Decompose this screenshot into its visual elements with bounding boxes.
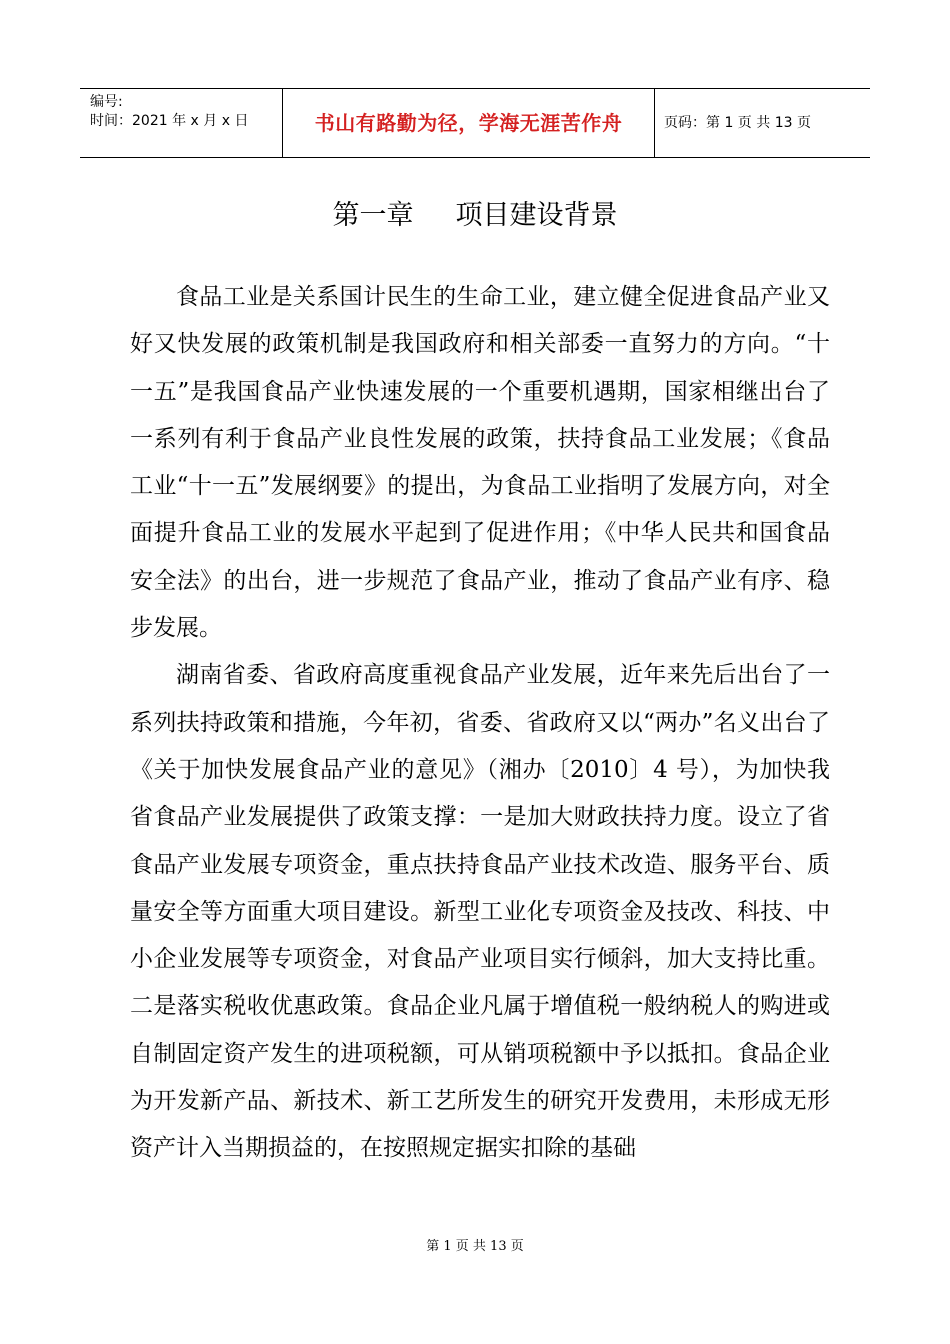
header-motto: 书山有路勤为径，学海无涯苦作舟 — [314, 111, 623, 135]
document-body — [130, 274, 830, 1173]
chapter-number: 第一章 — [332, 200, 414, 231]
header-meta — [90, 93, 280, 131]
page-footer: 第 1 页 共 13 页 — [426, 1239, 524, 1254]
body-paragraph: 食品工业是关系国计民生的生命工业，建立健全促进食品产业又好又快发展的政策机制是我国政府和相关部委一直努力的方向。“十一五”是我国食品产业快速发展的一个重要机遇期，国家相继出台了一系列有利于食品产业良性发展的政策，扶持食品工业发展；《食品工业“十一五”发展纲要》的提出，为食品工业指明了发展方向，对全面提升食品工业的发展水平起到了促进作用；《中华人民共和国食品安全法》的出台，进一步规范了食品产业，推动了食品产业有序、稳步发展。 — [130, 284, 830, 642]
chapter-heading: 项目建设背景 — [455, 200, 618, 231]
header-page-info: 页码：第 1 页 共 13 页 — [664, 115, 811, 131]
header-divider — [654, 89, 655, 157]
document-time-label: 时间：2021 年 x 月 x 日 — [90, 113, 249, 129]
page-header — [80, 88, 870, 158]
document-number-label: 编号: — [90, 94, 123, 110]
chapter-title — [0, 196, 950, 236]
body-paragraph: 湖南省委、省政府高度重视食品产业发展，近年来先后出台了一系列扶持政策和措施，今年初，省委、省政府又以“两办”名义出台了《关于加快发展食品产业的意见》（湘办〔2010〕4 号），为加快我省食品产业发展提供了政策支撑：一是加大财政扶持力度。设立了省食品产业发展专项资金，重点扶持食品产业技术改造、服务平台、质量安全等方面重大项目建设。新型工业化专项资金及技改、科技、中小企业发展等专项资金，对食品产业项目实行倾斜，加大支持比重。二是落实税收优惠政策。食品企业凡属于增值税一般纳税人的购进或自制固定资产发生的进项税额，可从销项税额中予以抵扣。食品企业为开发新产品、新技术、新工艺所发生的研究开发费用，未形成无形资产计入当期损益的，在按照规定据实扣除的基础 — [130, 662, 830, 1162]
